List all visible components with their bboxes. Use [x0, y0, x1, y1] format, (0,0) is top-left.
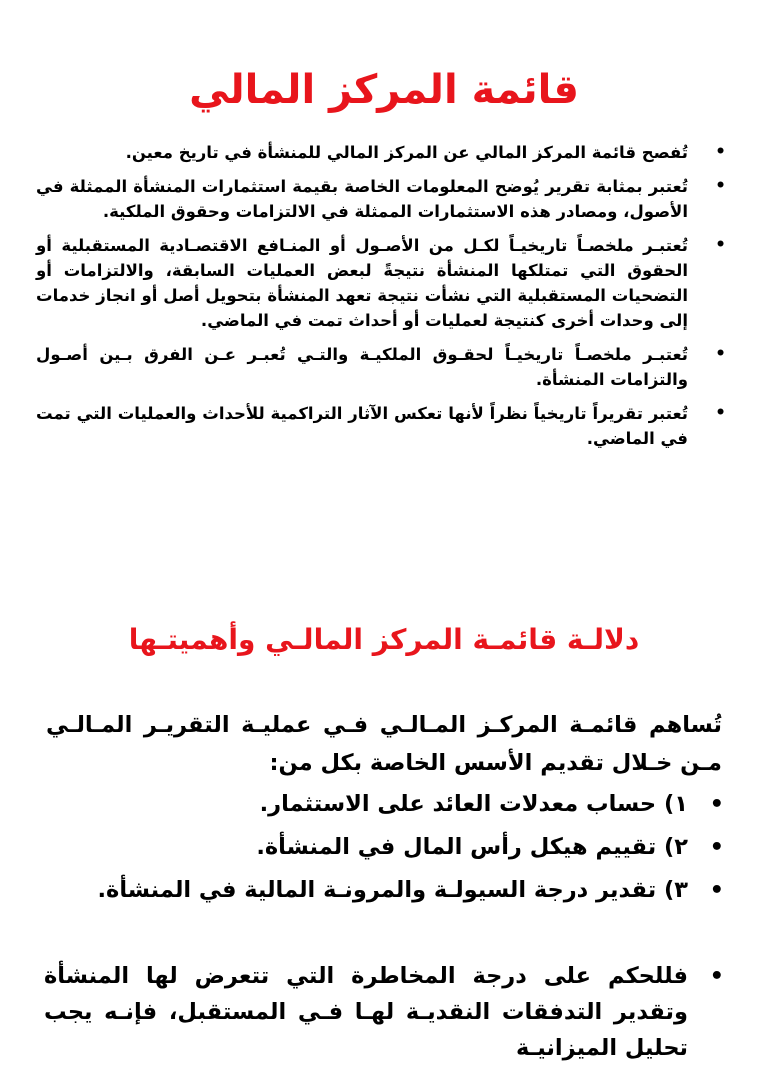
list-item: • فللحكم على درجة المخاطرة التي تتعرض لها المنشأة وتقدير التدفقات النقديـة لهـا فـي المستقبل، فإنـه يجب تحليل الميزانيـة: [44, 958, 724, 1066]
closing-list: [44, 958, 724, 1066]
list-item: • تُعتبر تقريراً تاريخياً نظراً لأنها تعكس الآثار التراكمية للأحداث والعمليات التي تمت في الماضي.: [36, 401, 726, 451]
list-item: • ٣) تقدير درجة السيولـة والمرونـة المالية في المنشأة.: [44, 872, 724, 909]
section-heading: دلالـة قائمـة المركز المالـي وأهميتـها: [128, 623, 640, 656]
list-item: • تُعتبـر ملخصـاً تاريخيـاً لكـل من الأصـول أو المنـافع الاقتصـادية المستقبلية أو الحقوق التي تمتلكها المنشأة نتيجةً لبعض العمليات السابقة، والالتزامات أو التضحيات المستقبلية التي نشأت نتيجة تعهد المنشأة بتحويل أصل أو انجاز خدمات إلى وحدات أخرى كنتيجة لعمليات أو أحداث تمت في الماضي.: [36, 233, 726, 333]
page-title: قائمة المركز المالي: [189, 67, 579, 113]
list-item: • تُعتبـر ملخصـاً تاريخيـاً لحقـوق الملكيـة والتـي تُعبـر عـن الفرق بـين أصـول والتزامات المنشأة.: [36, 342, 726, 392]
numbered-uses-list: [44, 786, 724, 915]
list-item: • ١) حساب معدلات العائد على الاستثمار.: [44, 786, 724, 823]
list-item: • تُعتبر بمثابة تقرير يُوضح المعلومات الخاصة بقيمة استثمارات المنشأة الممثلة في الأصول، ومصادر هذه الاستثمارات الممثلة في الالتزامات وحقوق الملكية.: [36, 174, 726, 224]
list-item: • ٢) تقييم هيكل رأس المال في المنشأة.: [44, 829, 724, 866]
definition-list: [36, 140, 726, 460]
list-item: • تُفصح قائمة المركز المالي عن المركز المالي للمنشأة في تاريخ معين.: [36, 140, 726, 165]
intro-paragraph: تُساهم قائمـة المركـز المـالـي فـي عمليـة التقريـر المـالـي مـن خـلال تقديم الأسس الخاصة بكل من:: [46, 712, 722, 776]
